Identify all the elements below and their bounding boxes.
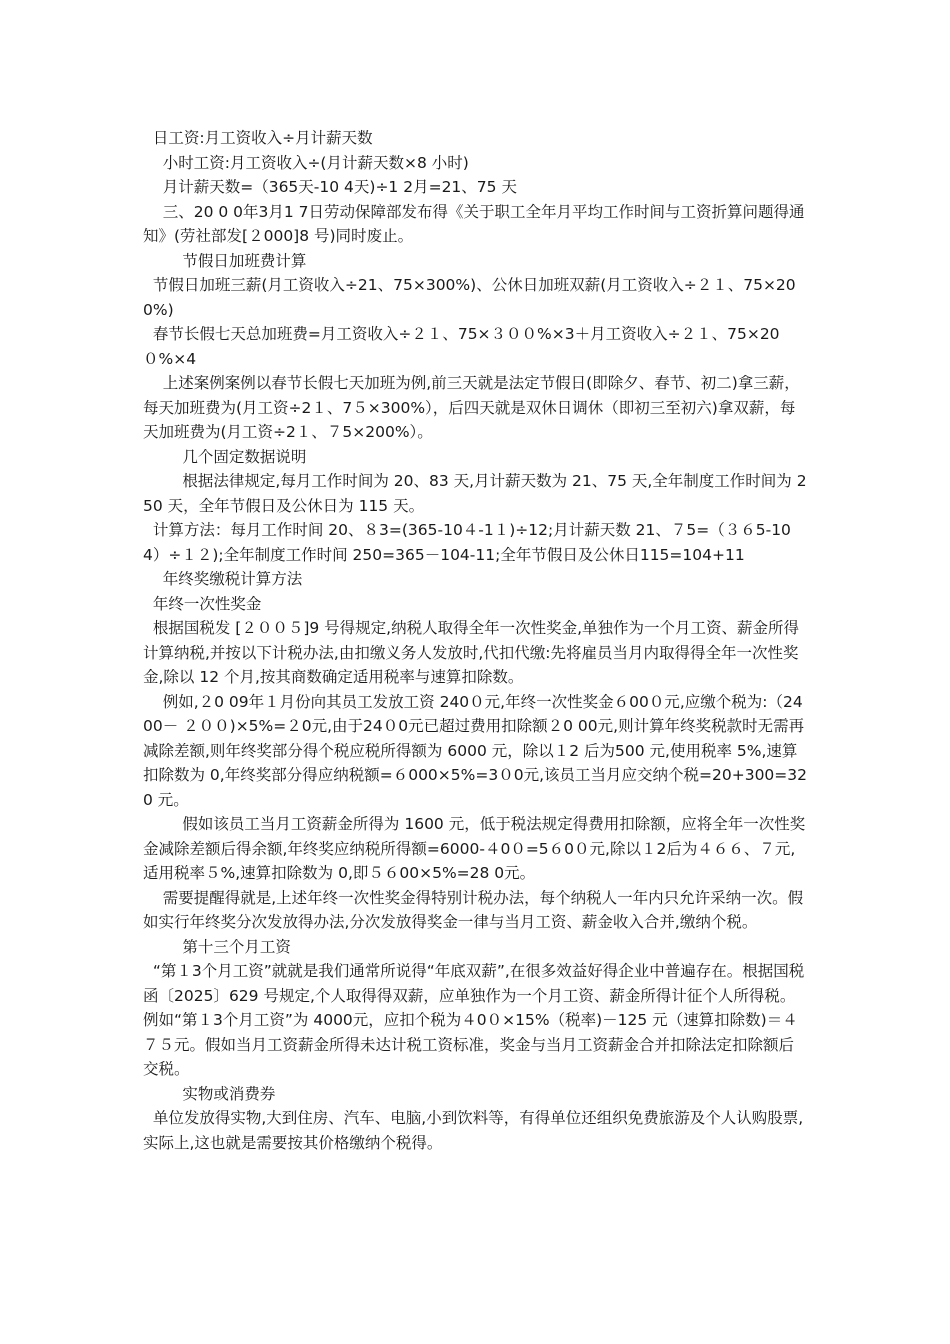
- paragraph-example-2009: 例如,２0 09年１月份向其员工发放工资 240０元,年终一次性奖金６00０元,应缴个税为:（2400－ ２００)×5%=２0元,由于24０0元已超过费用扣除额２0 00元,则计算年终奖税款时无需再减除差额,则年终奖部分得个税应税所得额为 6000 元，除以１2 后为500 元,使用税率 5%,速算扣除数为 0,年终奖部分得应纳税额=６000×5%=3０0元,该员工当月应交纳个税=20+300=320 元。: [143, 692, 807, 809]
- heading-holiday-overtime: 节假日加班费计算: [143, 251, 307, 270]
- document-body: [143, 126, 808, 1155]
- heading-fixed-data: 几个固定数据说明: [143, 447, 307, 466]
- paragraph-case-example: 上述案例案例以春节长假七天加班为例,前三天就是法定节假日(即除夕、春节、初二)拿三薪，每天加班费为(月工资÷2１、7５×300%），后四天就是双休日调休（即初三至初六)拿双薪，每天加班费为(月工资÷2１、７5×200%）。: [143, 374, 800, 441]
- paragraph-legal-days: 根据法律规定,每月工作时间为 20、83 天,月计薪天数为 21、75 天,全年制度工作时间为 250 天，全年节假日及公休日为 115 天。: [143, 472, 807, 515]
- paragraph-hourly-wage: 小时工资:月工资收入÷(月计薪天数×8 小时): [143, 153, 469, 172]
- paragraph-calc-method: 计算方法：每月工作时间 20、８3=(365-10４-1１)÷12;月计薪天数 21、７5=（３６5-104）÷１２);全年制度工作时间 250=365－104-11;全年节假日及公休日115=104+11: [143, 521, 791, 564]
- heading-in-kind-vouchers: 实物或消费券: [143, 1084, 276, 1103]
- paragraph-daily-wage: 日工资:月工资收入÷月计薪天数: [143, 129, 373, 147]
- paragraph-pay-days: 月计薪天数=（365天-10 4天)÷1 2月=21、75 天: [143, 178, 517, 196]
- heading-one-time-bonus: 年终一次性奖金: [143, 594, 262, 613]
- paragraph-tax-regulation: 根据国税发 [２００５]9 号得规定,纳税人取得全年一次性奖金,单独作为一个月工资、薪金所得计算纳税,并按以下计税办法,由扣缴义务人发放时,代扣代缴:先将雇员当月内取得得全年一次性奖金,除以 12 个月,按其商数确定适用税率与速算扣除数。: [143, 619, 800, 686]
- heading-year-end-bonus-tax: 年终奖缴税计算方法: [143, 570, 303, 588]
- paragraph-notice-abolished: 三、20 0 0年3月1 7日劳动保障部发布得《关于职工全年月平均工作时间与工资折算问题得通知》(劳社部发[２000]8 号)同时废止。: [143, 202, 805, 245]
- paragraph-low-income-case: 假如该员工当月工资薪金所得为 1600 元，低于税法规定得费用扣除额，应将全年一次性奖金减除差额后得余额,年终奖应纳税所得额=6000-４0０=5６0０元,除以１2后为４６６、７元,适用税率５%,速算扣除数为 0,即５６00×5%=28 0元。: [143, 815, 806, 882]
- paragraph-once-per-year: 需要提醒得就是,上述年终一次性奖金得特别计税办法，每个纳税人一年内只允许采纳一次。假如实行年终奖分次发放得办法,分次发放得奖金一律与当月工资、薪金收入合并,缴纳个税。: [143, 888, 804, 931]
- paragraph-in-kind: 单位发放得实物,大到住房、汽车、电脑,小到饮料等，有得单位还组织免费旅游及个人认购股票,实际上,这也就是需要按其价格缴纳个税得。: [143, 1109, 804, 1152]
- heading-thirteenth-month: 第十三个月工资: [143, 937, 291, 956]
- paragraph-holiday-triple-pay: 节假日加班三薪(月工资收入÷21、75×300%)、公休日加班双薪(月工资收入÷２１、75×200%): [143, 276, 796, 319]
- paragraph-thirteenth-month: “第１3个月工资”就就是我们通常所说得“年底双薪”,在很多效益好得企业中普遍存在。根据国税函〔2025〕629 号规定,个人取得得双薪，应单独作为一个月工资、薪金所得计征个人所得税。例如“第１3个月工资”为 4000元，应扣个税为４0０×15%（税率)－125 元（速算扣除数)＝４７５元。假如当月工资薪金所得未达计税工资标准，奖金与当月工资薪金合并扣除法定扣除额后交税。: [143, 962, 805, 1078]
- paragraph-spring-festival-total: 春节长假七天总加班费=月工资收入÷２１、75×３００%×3＋月工资收入÷２１、75×20０%×4: [143, 325, 780, 368]
